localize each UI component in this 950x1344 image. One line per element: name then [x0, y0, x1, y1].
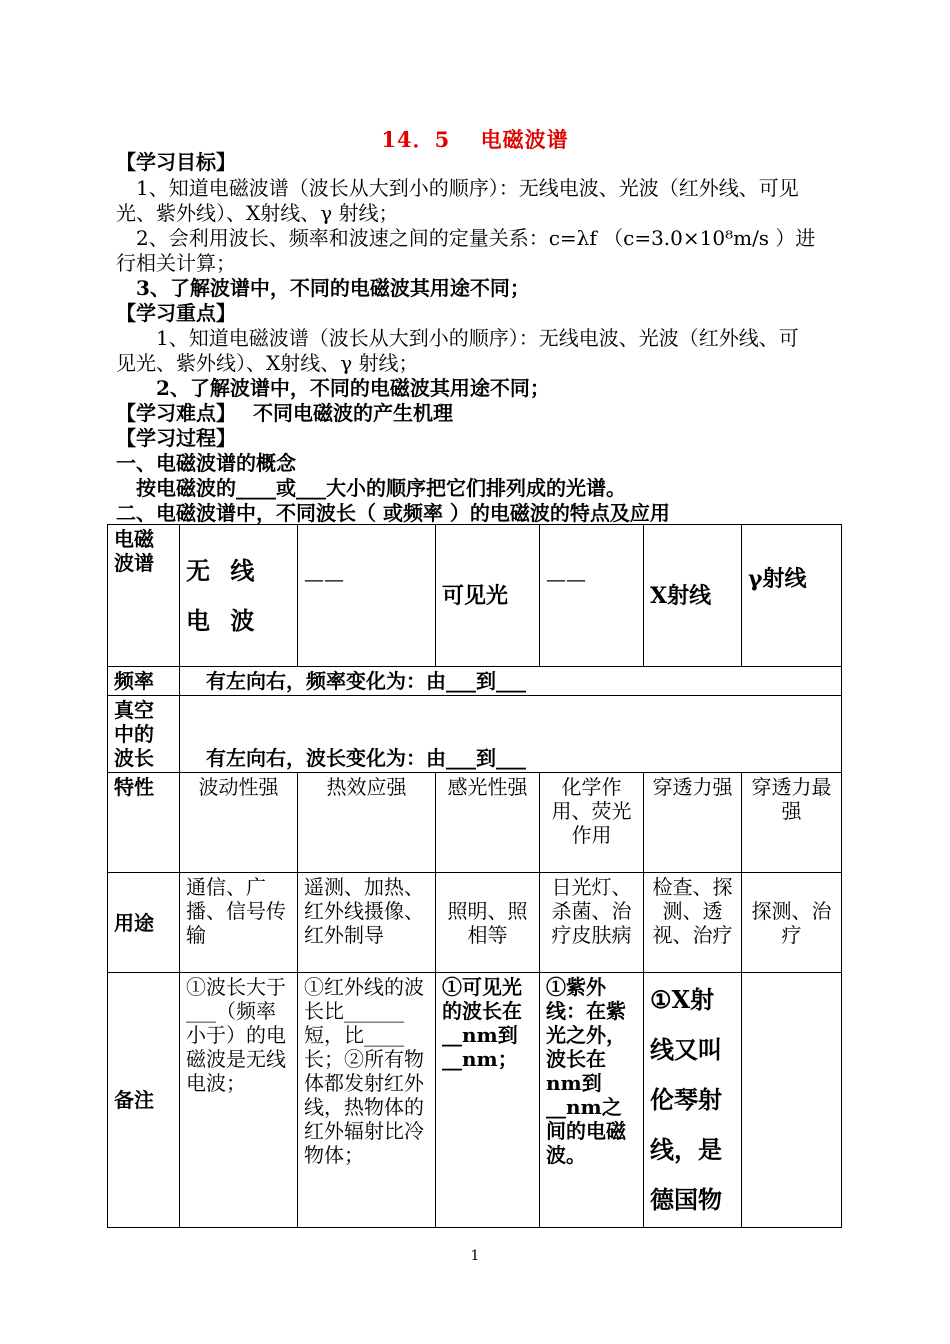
table-cell: 波动性强 [180, 773, 298, 873]
table-row [108, 525, 842, 667]
table-cell [742, 973, 842, 1228]
table-cell: ①红外线的波长比______短，比____长；②所有物体都发射红外线，热物体的红外辐射比冷物体； [298, 973, 436, 1228]
table-cell: X射线 [644, 525, 742, 667]
text-line: 3、了解波谱中，不同的电磁波其用途不同； [116, 276, 530, 300]
table-cell: 热效应强 [298, 773, 436, 873]
text-line: 二、电磁波谱中，不同波长（ 或频率 ）的电磁波的特点及应用 [116, 501, 670, 525]
table-cell: 有左向右，波长变化为：由___到___ [180, 696, 842, 773]
table-cell: 照明、照相等 [436, 873, 540, 973]
table-row [108, 773, 842, 873]
table-cell: ①可见光的波长在__nm到__nm； [436, 973, 540, 1228]
table-cell: 穿透力最强 [742, 773, 842, 873]
table-row [108, 873, 842, 973]
table-cell: 检查、探测、透视、治疗 [644, 873, 742, 973]
row-label: 特性 [108, 773, 180, 873]
table-cell: γ射线 [742, 525, 842, 667]
section-heading-objectives: 【学习目标】 [116, 150, 236, 174]
row-label: 用途 [108, 873, 180, 973]
text-line: 见光、紫外线）、X射线、γ 射线； [116, 351, 419, 375]
text-line: 1、知道电磁波谱（波长从大到小的顺序）：无线电波、光波（红外线、可 [116, 326, 799, 350]
table-cell: 遥测、加热、红外线摄像、红外制导 [298, 873, 436, 973]
table-row [108, 667, 842, 696]
table-cell: 无 线 电 波 [180, 525, 298, 667]
text-line: 2、会利用波长、频率和波速之间的定量关系：c=λf （c=3.0×10⁸m/s ）进 [116, 226, 816, 250]
row-label: 电磁波谱 [108, 525, 180, 667]
section-heading-difficulties: 【学习难点】 不同电磁波的产生机理 [116, 401, 453, 425]
table-cell: 化学作用、荧光作用 [540, 773, 644, 873]
table-cell: ①紫外线：在紫光之外，波长在nm到__nm之间的电磁波。 [540, 973, 644, 1228]
text-line: 行相关计算； [116, 251, 236, 275]
page-number: 1 [470, 1248, 480, 1264]
text-line: 一、电磁波谱的概念 [116, 451, 296, 475]
table-cell: 可见光 [436, 525, 540, 667]
table-cell: 探测、治疗 [742, 873, 842, 973]
table-cell: 日光灯、杀菌、治疗皮肤病 [540, 873, 644, 973]
table-cell: 通信、广播、信号传输 [180, 873, 298, 973]
table-cell: —— [540, 525, 644, 667]
text-line: 2、了解波谱中，不同的电磁波其用途不同； [116, 376, 550, 400]
table-cell: 有左向右，频率变化为：由___到___ [180, 667, 842, 696]
table-row [108, 696, 842, 773]
text-line: 光、紫外线）、X射线、γ 射线； [116, 201, 399, 225]
section-heading-process: 【学习过程】 [116, 426, 236, 450]
table-cell: —— [298, 525, 436, 667]
page-title: 14．5 电磁波谱 [381, 127, 569, 152]
row-label: 真空中的波长 [108, 696, 180, 773]
text-line: 按电磁波的____或___大小的顺序把它们排列成的光谱。 [116, 476, 626, 500]
table-cell: ①X射线又叫伦琴射线，是德国物 [644, 973, 742, 1228]
table-cell: 穿透力强 [644, 773, 742, 873]
text-line: 1、知道电磁波谱（波长从大到小的顺序）：无线电波、光波（红外线、可见 [116, 176, 799, 200]
table-cell: ①波长大于___（频率小于）的电磁波是无线电波； [180, 973, 298, 1228]
table-cell: 感光性强 [436, 773, 540, 873]
section-heading-key-points: 【学习重点】 [116, 301, 236, 325]
row-label: 频率 [108, 667, 180, 696]
spectrum-table [107, 524, 842, 1228]
row-label: 备注 [108, 973, 180, 1228]
table-row [108, 973, 842, 1228]
